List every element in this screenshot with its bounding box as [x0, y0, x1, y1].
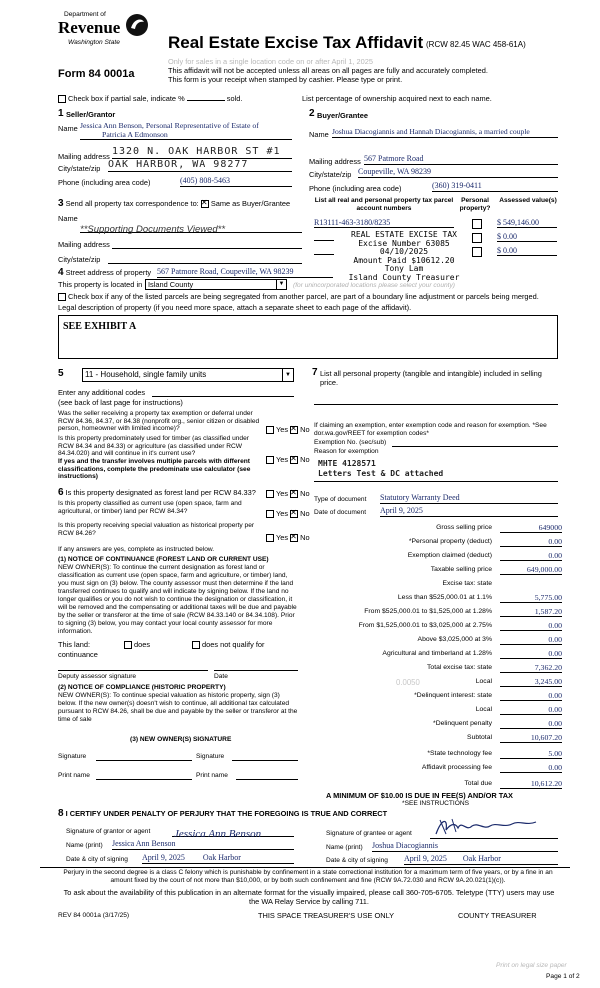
same-as-buyer-checkbox[interactable] [201, 200, 209, 208]
section4-number: 4 [58, 267, 64, 278]
affidavit-fee-value[interactable]: 0.00 [500, 764, 562, 773]
footer-rule [40, 867, 570, 868]
buyer-city-label: City/state/zip [309, 170, 352, 179]
total-due-label: Total due [464, 780, 492, 787]
parcel-header: List all real and personal property tax parcel account numbers [314, 197, 454, 212]
state-header: Excise tax: state [442, 580, 492, 587]
yes-label: Yes [276, 509, 289, 518]
doc-date-label: Date of document [314, 509, 367, 516]
historic-question: Is this property receiving special valuation as historical property per RCW 84.26? [58, 522, 255, 537]
parcel-2[interactable] [314, 240, 334, 241]
complete-instructions: If any answers are yes, complete as instructed below. [58, 546, 215, 553]
total-state-label: Total excise tax: state [427, 664, 492, 671]
note-accepted: This affidavit will not be accepted unless all areas on all pages are fully and accurately completed. [168, 66, 488, 75]
tier4-value[interactable]: 0.00 [500, 636, 562, 645]
located-label: This property is located in [58, 280, 143, 289]
does-option [124, 640, 150, 649]
owner-signature-label-2: Signature [196, 753, 225, 760]
does-label: does [134, 640, 151, 649]
local2-label: Local [475, 706, 492, 713]
current-use-yes-checkbox[interactable] [266, 510, 274, 518]
historic-no-checkbox[interactable] [290, 534, 298, 542]
owner-print-field-1[interactable] [96, 779, 192, 780]
parcel-3[interactable] [314, 254, 334, 255]
revenue-wordmark: Revenue [58, 18, 121, 37]
local-value[interactable]: 3,245.00 [500, 678, 562, 687]
reason-line-2[interactable] [314, 481, 558, 482]
total-due-value[interactable]: 10,612.20 [500, 780, 562, 789]
ownership-note: List percentage of ownership acquired next to each name. [302, 94, 492, 103]
section3-city-field[interactable] [108, 263, 302, 264]
continuance-label: continuance [58, 650, 98, 659]
personal-property-field[interactable] [314, 404, 558, 405]
notice-continuance-head: (1) NOTICE OF CONTINUANCE (FOREST LAND OR CURRENT USE) [58, 556, 269, 563]
deputy-signature-field[interactable] [58, 670, 208, 671]
partial-sale-label: Check box if partial sale, indicate % [68, 94, 185, 103]
additional-codes-field[interactable] [152, 396, 294, 397]
minimum-due: A MINIMUM OF $10.00 IS DUE IN FEE(S) AND/OR TAX [326, 791, 513, 800]
personal-property-1-checkbox[interactable] [472, 219, 482, 229]
see-instructions: *SEE INSTRUCTIONS [402, 800, 470, 807]
does-not-option [192, 640, 264, 649]
buyer-name-field[interactable]: Joshua Diacogiannis and Hannah Diacogiannis, a married couple [332, 127, 558, 138]
unincorp-note: (for unincorporated locations please select your county) [293, 282, 456, 289]
stamp-line-5: Tony Lam [384, 264, 424, 273]
section6-number: 6 [58, 487, 64, 498]
seller-city-field[interactable]: OAK HARBOR, WA 98277 [108, 159, 292, 172]
owner-signature-field-1[interactable] [96, 760, 192, 761]
subtotal-value[interactable]: 10,607.20 [500, 734, 562, 743]
doc-type-field[interactable]: Statutory Warranty Deed [380, 493, 558, 504]
timber-question: Is this property predominately used for timber (as classified under RCW 84.34 and 84.33) or agriculture (as classified under RCW 84.34.020) and will continue in it's current use? [58, 435, 249, 458]
section4-street [58, 268, 151, 277]
street-label: Street address of property [65, 268, 152, 277]
partial-pct-field[interactable] [187, 100, 225, 101]
county-value: Island County [148, 280, 194, 289]
section3-name-label: Name [58, 214, 78, 223]
buyer-phone-field[interactable]: (360) 319-0411 [432, 181, 558, 192]
assessed-2[interactable]: $ 0.00 [497, 232, 557, 242]
county-treasurer: COUNTY TREASURER [458, 911, 537, 920]
delinquent-interest-value[interactable]: 0.00 [500, 692, 562, 701]
forest-line [58, 488, 256, 497]
land-use-select[interactable] [82, 368, 294, 382]
no-label: No [300, 509, 310, 518]
county-select[interactable] [145, 279, 287, 290]
revenue-swirl-icon [124, 12, 150, 38]
historic-yes-checkbox[interactable] [266, 534, 274, 542]
exemption-yes-checkbox[interactable] [266, 426, 274, 434]
yes-label: Yes [276, 533, 289, 542]
new-owner-signature-head: (3) NEW OWNER(S) SIGNATURE [130, 736, 232, 743]
no-label: No [300, 489, 310, 498]
grantee-sig-label: Signature of grantee or agent [326, 830, 412, 837]
current-use-no-checkbox[interactable] [290, 510, 298, 518]
timber-question-bold: If yes and the transfer involves multiple parcels with different classifications, complete the predominate use calculator (see instructions) [58, 458, 251, 481]
section3-name-field[interactable] [80, 219, 302, 233]
see-exhibit: SEE EXHIBIT A [63, 321, 137, 332]
no-label: No [300, 533, 310, 542]
grantee-name-label: Name (print) [326, 844, 363, 851]
tier3-value[interactable]: 0.00 [500, 622, 562, 631]
buyer-heading: Buyer/Grantee [317, 111, 368, 120]
timber-no-checkbox[interactable] [290, 456, 298, 464]
seller-name-label: Name [58, 124, 78, 133]
partial-sale-checkbox[interactable] [58, 95, 66, 103]
local2-value[interactable]: 0.00 [500, 706, 562, 715]
taxable-value[interactable]: 649,000.00 [500, 566, 562, 575]
exemption-answer [266, 425, 310, 434]
seller-number: 1 [58, 108, 64, 119]
assessed-header: Assessed value(s) [499, 197, 557, 204]
seller-city-label: City/state/zip [58, 164, 101, 173]
certify-text: I CERTIFY UNDER PENALTY OF PERJURY THAT THE FOREGOING IS TRUE AND CORRECT [65, 809, 388, 818]
affidavit-fee-label: Affidavit processing fee [421, 764, 492, 771]
buyer-mailing-field[interactable]: 567 Patmore Road [364, 154, 558, 165]
doc-type-label: Type of document [314, 496, 367, 503]
grantor-date: April 9, 2025 [142, 853, 185, 862]
grantee-date-label: Date & city of signing [326, 857, 388, 864]
alt-format-notice: To ask about the availability of this publication in an alternate format for the visually impaired, please call 360-705-6705. Teletype (TTY) users may use the WA Relay Service by calling 711. [63, 888, 555, 906]
stamp-line-1: REAL ESTATE EXCISE TAX [351, 230, 457, 239]
section3-mailing-field[interactable] [112, 248, 302, 249]
buyer-name-label: Name [309, 130, 329, 139]
only-for-note: Only for sales in a single location code on or after April 1, 2025 [168, 57, 374, 66]
delinquent-penalty-label: *Delinquent penalty [433, 720, 492, 727]
buyer-number: 2 [309, 108, 315, 119]
gross-label: Gross selling price [436, 524, 492, 531]
section3-city-label: City/state/zip [58, 255, 101, 264]
tier4-label: Above $3,025,000 at 3% [417, 636, 492, 643]
gross-value[interactable]: 649000 [500, 524, 562, 533]
does-checkbox[interactable] [124, 641, 132, 649]
treasurer-only: THIS SPACE TREASURER'S USE ONLY [258, 911, 395, 920]
grantee-signature-field[interactable] [430, 824, 558, 839]
excise-stamp [334, 231, 474, 282]
tier2-value[interactable]: 1,587.20 [500, 608, 562, 617]
subtotal-label: Subtotal [467, 734, 492, 741]
grantor-name-label: Name (print) [66, 842, 103, 849]
tier1-value[interactable]: 5,775.00 [500, 594, 562, 603]
exemption-no-field[interactable] [392, 446, 558, 447]
grantee-name-field[interactable]: Joshua Diacogiannis [372, 841, 558, 852]
sold-label: sold. [226, 94, 243, 103]
partial-sale [58, 94, 242, 103]
local-label: Local [475, 678, 492, 685]
section8-number: 8 [58, 808, 64, 819]
notice-compliance-head: (2) NOTICE OF COMPLIANCE (HISTORIC PROPERTY) [58, 684, 226, 691]
delinquent-penalty-value[interactable]: 0.00 [500, 720, 562, 729]
tier5-value[interactable]: 0.00 [500, 650, 562, 659]
seller-name-1: Jessica Ann Benson, Personal Representative of Estate of [80, 121, 259, 130]
grantor-signature-field[interactable] [172, 824, 294, 840]
buyer-mailing-label: Mailing address [309, 157, 361, 166]
owner-print-label-1: Print name [58, 772, 90, 779]
grantee-date-field[interactable] [404, 854, 558, 865]
grantee-city: Oak Harbor [462, 854, 501, 863]
section3-mailing-label: Mailing address [58, 240, 110, 249]
street-address-field[interactable]: 567 Patmore Road, Coupeville, WA 98239 [157, 267, 333, 278]
no-label: No [300, 455, 310, 464]
form-title: Real Estate Excise Tax Affidavit [168, 33, 424, 52]
stamp-line-4: Amount Paid $10612.20 [353, 255, 455, 265]
tier3-label: From $1,525,000.01 to $3,025,000 at 2.75% [358, 622, 492, 629]
forest-answer [266, 489, 310, 498]
local-rate: 0.0050 [396, 678, 420, 687]
rev-number: REV 84 0001a (3/17/25) [58, 912, 130, 919]
exemption-question: Was the seller receiving a property tax exemption or deferral under RCW 84.36, 84.37, or 84.38 (nonprofit org., senior citizen or disabled person, homeowner with limited income)? [58, 410, 260, 433]
additional-codes-label: Enter any additional codes [58, 388, 146, 397]
total-state-value[interactable]: 7,362.20 [500, 664, 562, 673]
section3-line [58, 199, 290, 208]
timber-answer [266, 455, 310, 464]
grantee-date: April 9, 2025 [404, 854, 447, 863]
stamp-line-3: 04/10/2025 [379, 247, 429, 256]
land-use-value: 11 - Household, single family units [85, 370, 207, 379]
note-receipt: This form is your receipt when stamped by cashier. Please type or print. [168, 75, 403, 84]
seller-mailing-label: Mailing address [58, 152, 110, 161]
buyer-phone-label: Phone (including area code) [309, 184, 402, 193]
doc-date-field[interactable]: April 9, 2025 [380, 506, 558, 517]
tech-fee-value[interactable]: 5.00 [500, 750, 562, 759]
form-number: Form 84 0001a [58, 68, 135, 80]
grantor-sig-label: Signature of grantor or agent [66, 828, 151, 835]
taxable-label: Taxable selling price [430, 566, 492, 573]
legal-desc-label: Legal description of property (if you need more space, attach a separate sheet to each page of the affidavit). [58, 303, 412, 312]
section3-number: 3 [58, 198, 64, 209]
same-as-buyer-label: Same as Buyer/Grantee [210, 199, 291, 208]
exemption-no-label: Exemption No. (sec/sub) [314, 439, 387, 446]
exemption-no-checkbox[interactable] [290, 426, 298, 434]
exemption-claim-text: If claiming an exemption, enter exemption code and reason for exemption. *See dor.wa.gov/REET for exemption codes* [314, 422, 547, 437]
codes-instructions: (see back of last page for instructions) [58, 398, 183, 407]
section5-number: 5 [58, 368, 64, 379]
forest-question: Is this property designated as forest land per RCW 84.33? [65, 488, 256, 497]
notice-compliance-body: NEW OWNER(S): To continue special valuation as historic property, sign (3) below. If the new owner(s) doesn't wish to continue, all additional tax calculated pursuant to RCW 84.26, shall be due and payable by the seller or transferor at the time of sale [58, 692, 298, 723]
personal-value[interactable]: 0.00 [500, 538, 562, 547]
assessed-3[interactable]: $ 0.00 [497, 246, 557, 256]
letters-text: Letters Test & DC attached [318, 469, 444, 478]
current-use-answer [266, 509, 310, 518]
deputy-date-label: Date [214, 673, 228, 680]
grantee-signature-scribble [432, 816, 542, 838]
segregated-label: Check box if any of the listed parcels are being segregated from another parcel, are part of a boundary line adjustment or parcels being merged. [68, 292, 539, 301]
page-number: Page 1 of 2 [546, 973, 580, 980]
owner-signature-field-2[interactable] [232, 760, 298, 761]
current-use-question: Is this property classified as current use (open space, farm and agricultural, or timber) land per RCW 84.34? [58, 500, 242, 515]
stamp-line-6: Island County Treasurer [348, 272, 460, 282]
exempt-label: Exemption claimed (deduct) [407, 552, 492, 559]
mhte-text: MHTE 4128571 [318, 459, 376, 468]
seller-name-2: Patricia A Edmonson [102, 130, 168, 139]
segregated-line [58, 292, 539, 301]
yes-label: Yes [276, 425, 289, 434]
owner-signature-label-1: Signature [58, 753, 87, 760]
reason-label: Reason for exemption [314, 448, 379, 455]
tier1-label: Less than $525,000.01 at 1.1% [397, 594, 492, 601]
certify-heading [58, 809, 387, 818]
forest-yes-checkbox[interactable] [266, 490, 274, 498]
personal-property-header: Personal property? [459, 197, 491, 212]
grantor-signature: Jessica Ann Benson [174, 828, 262, 840]
deputy-date-field[interactable] [214, 670, 298, 671]
does-not-label: does not qualify for [202, 640, 265, 649]
seller-mailing-field[interactable]: 1320 N. OAK HARBOR ST #1 [112, 146, 292, 159]
owner-print-label-2: Print name [196, 772, 228, 779]
statute: (RCW 82.45 WAC 458-61A) [426, 40, 526, 49]
no-label: No [300, 425, 310, 434]
segregated-checkbox[interactable] [58, 293, 66, 301]
buyer-city-field[interactable]: Coupeville, WA 98239 [358, 167, 558, 178]
seller-phone-label: Phone (including area code) [58, 178, 151, 187]
stamp-line-2: Excise Number 63085 [358, 238, 450, 248]
perjury-notice: Perjury in the second degree is a class C felony which is punishable by confinement in a state correctional institution for a maximum term of five years, or by a fine in an amount fixed by the court of not more than $10,000, or by both such confinement and fine (RCW 9A.72.030 and RCW 9A.20.021(1)(c)). [63, 869, 553, 884]
legal-paper-note: Print on legal size paper [496, 962, 567, 969]
seller-name-field[interactable] [80, 121, 292, 140]
chevron-down-icon: ▼ [282, 369, 293, 381]
state-line: Washington State [68, 39, 120, 46]
assessed-1[interactable]: $ 549,146.00 [497, 218, 557, 228]
grantor-date-field[interactable] [142, 853, 294, 864]
historic-answer [266, 533, 310, 542]
seller-heading: Seller/Grantor [66, 110, 116, 119]
exempt-value[interactable]: 0.00 [500, 552, 562, 561]
yes-label: Yes [276, 455, 289, 464]
forest-no-checkbox[interactable] [290, 490, 298, 498]
personal-property-text: List all personal property (tangible and intangible) included in selling price. [320, 369, 542, 387]
chevron-down-icon: ▼ [276, 280, 286, 289]
seller-phone-field[interactable]: (405) 808-5463 [180, 176, 292, 187]
grantor-city: Oak Harbor [202, 853, 241, 862]
tech-fee-label: *State technology fee [427, 750, 492, 757]
dept-line: Department of [64, 11, 106, 18]
tier2-label: From $525,000.01 to $1,525,000 at 1.28% [364, 608, 492, 615]
this-land-label: This land: [58, 640, 91, 649]
legal-description-box[interactable] [58, 315, 558, 359]
supporting-docs-text: **Supporting Documents Viewed** [80, 224, 226, 235]
grantor-name-field[interactable]: Jessica Ann Benson [112, 839, 294, 850]
yes-label: Yes [276, 489, 289, 498]
parcel-1[interactable]: R13111-463-3180/8235 [314, 218, 454, 228]
tier5-label: Agricultural and timberland at 1.28% [382, 650, 492, 657]
section3-text: Send all property tax correspondence to: [65, 199, 199, 208]
delinquent-interest-label: *Delinquent interest: state [414, 692, 492, 699]
notice-continuance-body: NEW OWNER(S): To continue the current designation as forest land or classification as current use (open space, farm and agriculture, or timber) land, you must sign on (3) below. The county assessor must then determine if the land transferred continues to qualify and will indicate by signing below. If the land no longer qualifies or you do not wish to continue the designation or classification, it will be removed and the compensating or additional taxes will be due and payable by the seller or transferor at the time of sale (RCW 84.33.140 or 84.34.108). Prior to signing (3) below, you may contact your local county assessor for more information. [58, 564, 297, 635]
timber-yes-checkbox[interactable] [266, 456, 274, 464]
deputy-signature-label: Deputy assessor signature [58, 673, 137, 680]
section7-number: 7 [312, 367, 318, 378]
grantor-date-label: Date & city of signing [66, 856, 128, 863]
does-not-checkbox[interactable] [192, 641, 200, 649]
owner-print-field-2[interactable] [236, 779, 298, 780]
personal-label: *Personal property (deduct) [408, 538, 492, 545]
